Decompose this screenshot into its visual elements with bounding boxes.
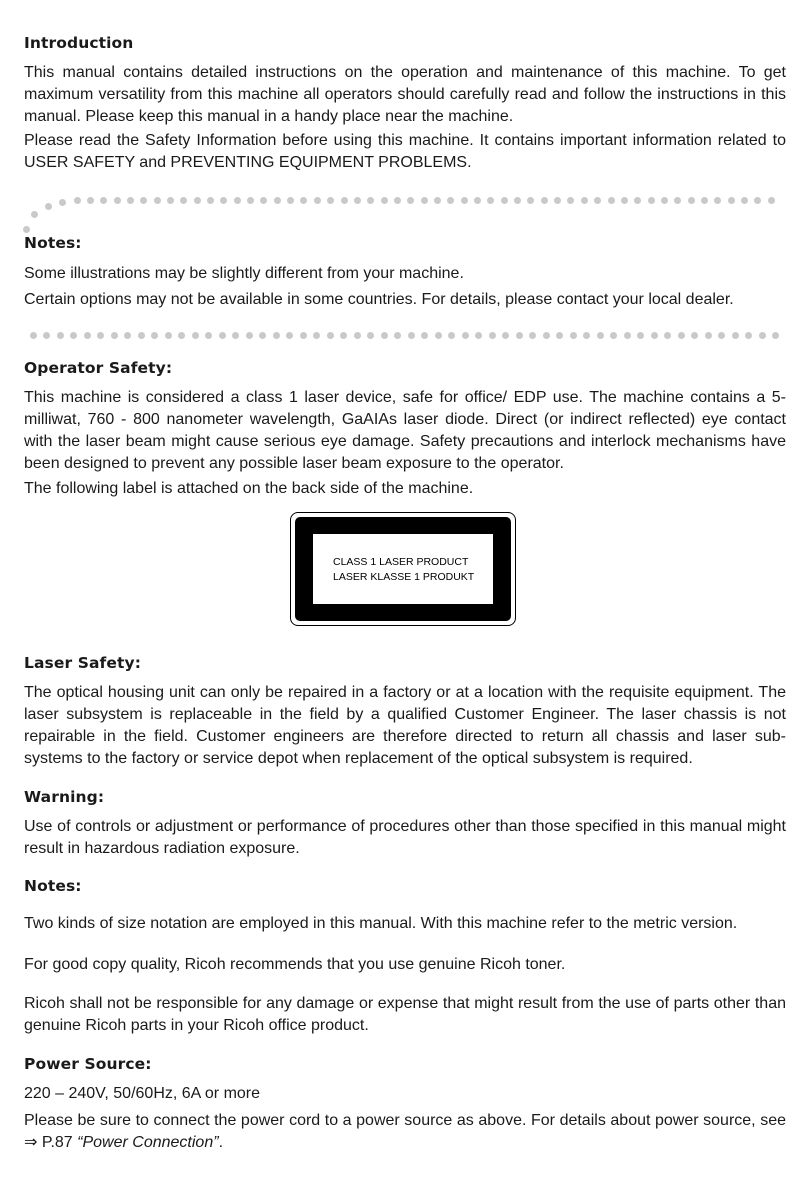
separator-dot — [434, 197, 441, 204]
laser-product-label — [290, 512, 516, 626]
power-spec: 220 – 240V, 50/60Hz, 6A or more — [24, 1085, 261, 1102]
separator-dot — [701, 197, 708, 204]
separator-dot — [180, 197, 187, 204]
separator-dot — [70, 332, 77, 339]
separator-dot — [594, 197, 601, 204]
separator-dot — [23, 226, 30, 233]
separator-dot — [314, 197, 321, 204]
separator-dot — [772, 332, 779, 339]
separator-dot — [678, 332, 685, 339]
operator-safety-heading: Operator Safety: — [24, 359, 173, 377]
separator-dot — [220, 197, 227, 204]
warning-paragraph: Use of controls or adjustment or performance of procedures other than those specified in this manual might result in hazardous radiation exposure. — [24, 818, 786, 857]
laser-safety-paragraph: The optical housing unit can only be repaired in a factory or at a location with the requisite equipment. The laser subsystem is replaceable in the field by a qualified Customer Engineer. The laser chassis is not repairable in the field. Customer engineers are therefore directed to return all chassis and laser sub-systems to the factory or service depot when replacement of the optical subsystem is required. — [24, 684, 786, 767]
separator-dot — [367, 332, 374, 339]
separator-dot — [194, 197, 201, 204]
separator-dot — [111, 332, 118, 339]
separator-dot — [354, 332, 361, 339]
separator-dot — [489, 332, 496, 339]
label-line-2: LASER KLASSE 1 PRODUKT — [333, 571, 475, 583]
separator-dot — [759, 332, 766, 339]
separator-dot — [207, 197, 214, 204]
notes-2-paragraph-3: Ricoh shall not be responsible for any damage or expense that might result from the use of parts other than genuine Ricoh parts in your Ricoh office product. — [24, 995, 786, 1034]
separator-dot — [219, 332, 226, 339]
label-black-frame — [295, 517, 511, 621]
separator-dot — [691, 332, 698, 339]
separator-dot — [260, 197, 267, 204]
notes-2-heading: Notes: — [24, 877, 82, 895]
separator-dot — [286, 332, 293, 339]
separator-dot — [583, 332, 590, 339]
separator-dot — [741, 197, 748, 204]
separator-dot — [745, 332, 752, 339]
separator-dot — [30, 332, 37, 339]
separator-dot — [408, 332, 415, 339]
separator-dot — [541, 197, 548, 204]
separator-dot — [435, 332, 442, 339]
laser-safety-heading: Laser Safety: — [24, 654, 142, 672]
power-paragraph-text: Please be sure to connect the power cord to a power source as above. For details about power source, see ⇒ P.87 — [24, 1112, 786, 1151]
separator-dot — [651, 332, 658, 339]
separator-dot — [634, 197, 641, 204]
notes-heading: Notes: — [24, 234, 82, 252]
separator-dot — [59, 199, 66, 206]
introduction-paragraph-2: Please read the Safety Information before using this machine. It contains important information related to USER SAFETY and PREVENTING EQUIPMENT PROBLEMS. — [24, 132, 786, 171]
separator-dot — [714, 197, 721, 204]
separator-dot — [140, 197, 147, 204]
separator-dot — [732, 332, 739, 339]
separator-dot — [487, 197, 494, 204]
separator-dot — [514, 197, 521, 204]
separator-dot — [728, 197, 735, 204]
separator-dot — [327, 332, 334, 339]
separator-dot — [274, 197, 281, 204]
separator-dot — [74, 197, 81, 204]
separator-dot — [327, 197, 334, 204]
label-location-text: The following label is attached on the back side of the machine. — [24, 480, 474, 497]
separator-dot — [705, 332, 712, 339]
notes-line-1: Some illustrations may be slightly different from your machine. — [24, 265, 464, 282]
separator-dot — [87, 197, 94, 204]
separator-dot — [84, 332, 91, 339]
separator-dot — [234, 197, 241, 204]
operator-safety-paragraph: This machine is considered a class 1 laser device, safe for office/ EDP use. The machine contains a 5-milliwat, 760 - 800 nanometer wavelength, GaAIAs laser diode. Direct (or indirect reflected) eye contact with the laser beam might cause serious eye damage. Safety precautions and interlock mechanisms have been designed to prevent any possible laser beam exposure to the operator. — [24, 389, 786, 472]
separator-dot — [754, 197, 761, 204]
separator-dot — [300, 332, 307, 339]
separator-dot — [461, 197, 468, 204]
separator-dot — [581, 197, 588, 204]
separator-dot — [127, 197, 134, 204]
separator-dot — [421, 197, 428, 204]
separator-dot — [394, 332, 401, 339]
separator-dot — [259, 332, 266, 339]
separator-dot — [151, 332, 158, 339]
notes-line-2: Certain options may not be available in some countries. For details, please contact your local dealer. — [24, 291, 734, 308]
separator-dot — [567, 197, 574, 204]
separator-dot — [554, 197, 561, 204]
separator-dot — [57, 332, 64, 339]
separator-dot — [516, 332, 523, 339]
introduction-heading: Introduction — [24, 34, 134, 52]
separator-dot — [246, 332, 253, 339]
separator-dot — [100, 197, 107, 204]
power-source-heading: Power Source: — [24, 1055, 152, 1073]
separator-dot — [621, 197, 628, 204]
power-paragraph-end: . — [218, 1134, 224, 1151]
separator-dot — [232, 332, 239, 339]
separator-dot — [543, 332, 550, 339]
separator-dot — [394, 197, 401, 204]
notes-2-paragraph-2: For good copy quality, Ricoh recommends that you use genuine Ricoh toner. — [24, 956, 566, 973]
separator-dot — [192, 332, 199, 339]
separator-dot — [718, 332, 725, 339]
separator-dot — [475, 332, 482, 339]
separator-dot — [381, 332, 388, 339]
separator-dot — [138, 332, 145, 339]
separator-dot — [273, 332, 280, 339]
separator-dot — [205, 332, 212, 339]
warning-heading: Warning: — [24, 788, 105, 806]
separator-dot — [114, 197, 121, 204]
separator-dot — [313, 332, 320, 339]
separator-dot — [167, 197, 174, 204]
separator-dot — [43, 332, 50, 339]
separator-dot — [165, 332, 172, 339]
separator-dot — [247, 197, 254, 204]
label-text-block — [333, 555, 474, 585]
separator-dot — [447, 197, 454, 204]
separator-dot — [608, 197, 615, 204]
separator-dot — [648, 197, 655, 204]
separator-dot — [664, 332, 671, 339]
separator-dot — [688, 197, 695, 204]
separator-dot — [381, 197, 388, 204]
separator-dot — [502, 332, 509, 339]
separator-dot — [610, 332, 617, 339]
separator-dot — [287, 197, 294, 204]
notes-2-paragraph-1: Two kinds of size notation are employed in this manual. With this machine refer to the metric version. — [24, 915, 738, 932]
power-connection-paragraph — [24, 1110, 786, 1154]
separator-dot — [300, 197, 307, 204]
separator-dot — [154, 197, 161, 204]
separator-dot — [448, 332, 455, 339]
separator-dot — [674, 197, 681, 204]
separator-dot — [556, 332, 563, 339]
separator-dot — [45, 203, 52, 210]
separator-dot — [462, 332, 469, 339]
power-connection-link[interactable]: “Power Connection” — [77, 1134, 219, 1151]
separator-dot — [661, 197, 668, 204]
separator-dot — [31, 211, 38, 218]
separator-dot — [340, 332, 347, 339]
separator-dot — [421, 332, 428, 339]
separator-dot — [624, 332, 631, 339]
label-line-1: CLASS 1 LASER PRODUCT — [333, 556, 469, 568]
separator-dot — [354, 197, 361, 204]
separator-dot — [97, 332, 104, 339]
separator-dot — [367, 197, 374, 204]
separator-dot — [407, 197, 414, 204]
label-white-plate — [313, 534, 493, 604]
separator-dot — [597, 332, 604, 339]
separator-dot — [527, 197, 534, 204]
separator-dot — [529, 332, 536, 339]
separator-dot — [124, 332, 131, 339]
separator-dot — [501, 197, 508, 204]
separator-dot — [570, 332, 577, 339]
separator-dot — [178, 332, 185, 339]
separator-dot — [768, 197, 775, 204]
introduction-paragraph-1: This manual contains detailed instructions on the operation and maintenance of this machine. To get maximum versatility from this machine all operators should carefully read and follow the instructions in this manual. Please keep this manual in a handy place near the machine. — [24, 64, 786, 125]
separator-dot — [637, 332, 644, 339]
separator-dot — [474, 197, 481, 204]
separator-dot — [341, 197, 348, 204]
